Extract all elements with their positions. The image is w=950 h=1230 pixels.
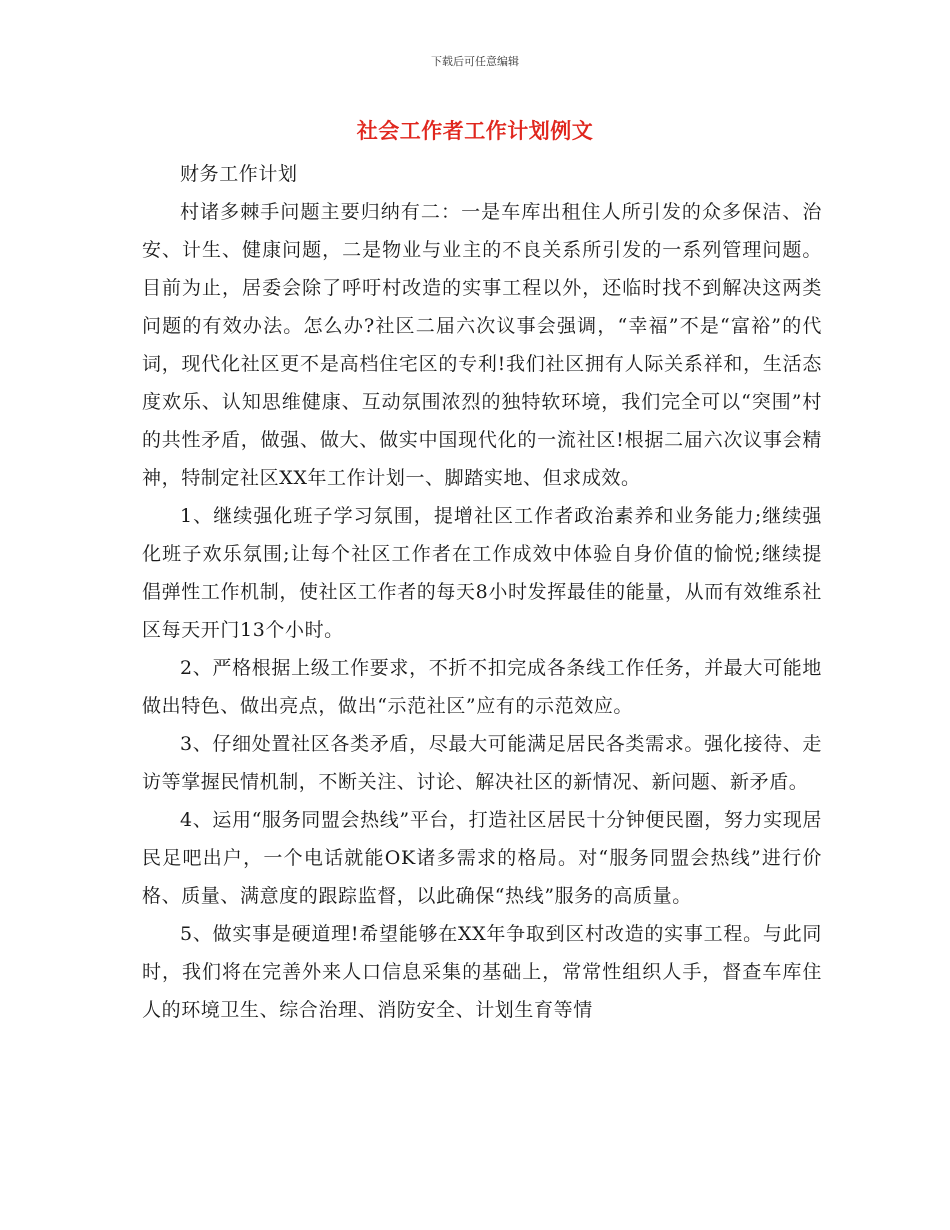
body-paragraph: 3、仔细处置社区各类矛盾，尽最大可能满足居民各类需求。强化接待、走访等掌握民情机制，不断关注、讨论、解决社区的新情况、新问题、新矛盾。 (142, 733, 822, 793)
page-header-note: 下载后可任意编辑 (431, 55, 519, 68)
document-title: 社会工作者工作计划例文 (356, 119, 594, 143)
body-paragraph: 村诸多棘手问题主要归纳有二：一是车库出租住人所引发的众多保洁、治安、计生、健康问题，二是物业与业主的不良关系所引发的一系列管理问题。目前为止，居委会除了呼吁村改造的实事工程以外，还临时找不到解决这两类问题的有效办法。怎么办?社区二届六次议事会强调，“幸福”不是“富裕”的代词，现代化社区更不是高档住宅区的专利!我们社区拥有人际关系祥和，生活态度欢乐、认知思维健康、互动氛围浓烈的独特软环境，我们完全可以“突围”村的共性矛盾，做强、做大、做实中国现代化的一流社区!根据二届六次议事会精神，特制定社区XX年工作计划一、脚踏实地、但求成效。 (142, 201, 822, 489)
body-paragraph: 4、运用“服务同盟会热线”平台，打造社区居民十分钟便民圈，努力实现居民足吧出户，一个电话就能OK诸多需求的格局。对“服务同盟会热线”进行价格、质量、满意度的跟踪监督，以此确保“热线”服务的高质量。 (142, 809, 822, 907)
body-paragraph: 5、做实事是硬道理!希望能够在XX年争取到区村改造的实事工程。与此同时，我们将在完善外来人口信息采集的基础上，常常性组织人手，督查车库住人的环境卫生、综合治理、消防安全、计划生育等情 (142, 923, 822, 1021)
section-heading: 财务工作计划 (180, 163, 298, 185)
document-body (142, 155, 822, 1029)
body-paragraph: 1、继续强化班子学习氛围，提增社区工作者政治素养和业务能力;继续强化班子欢乐氛围;让每个社区工作者在工作成效中体验自身价值的愉悦;继续提倡弹性工作机制，使社区工作者的每天8小时发挥最佳的能量，从而有效维系社区每天开门13个小时。 (142, 505, 822, 641)
body-paragraph: 2、严格根据上级工作要求，不折不扣完成各条线工作任务，并最大可能地做出特色、做出亮点，做出“示范社区”应有的示范效应。 (142, 657, 822, 717)
